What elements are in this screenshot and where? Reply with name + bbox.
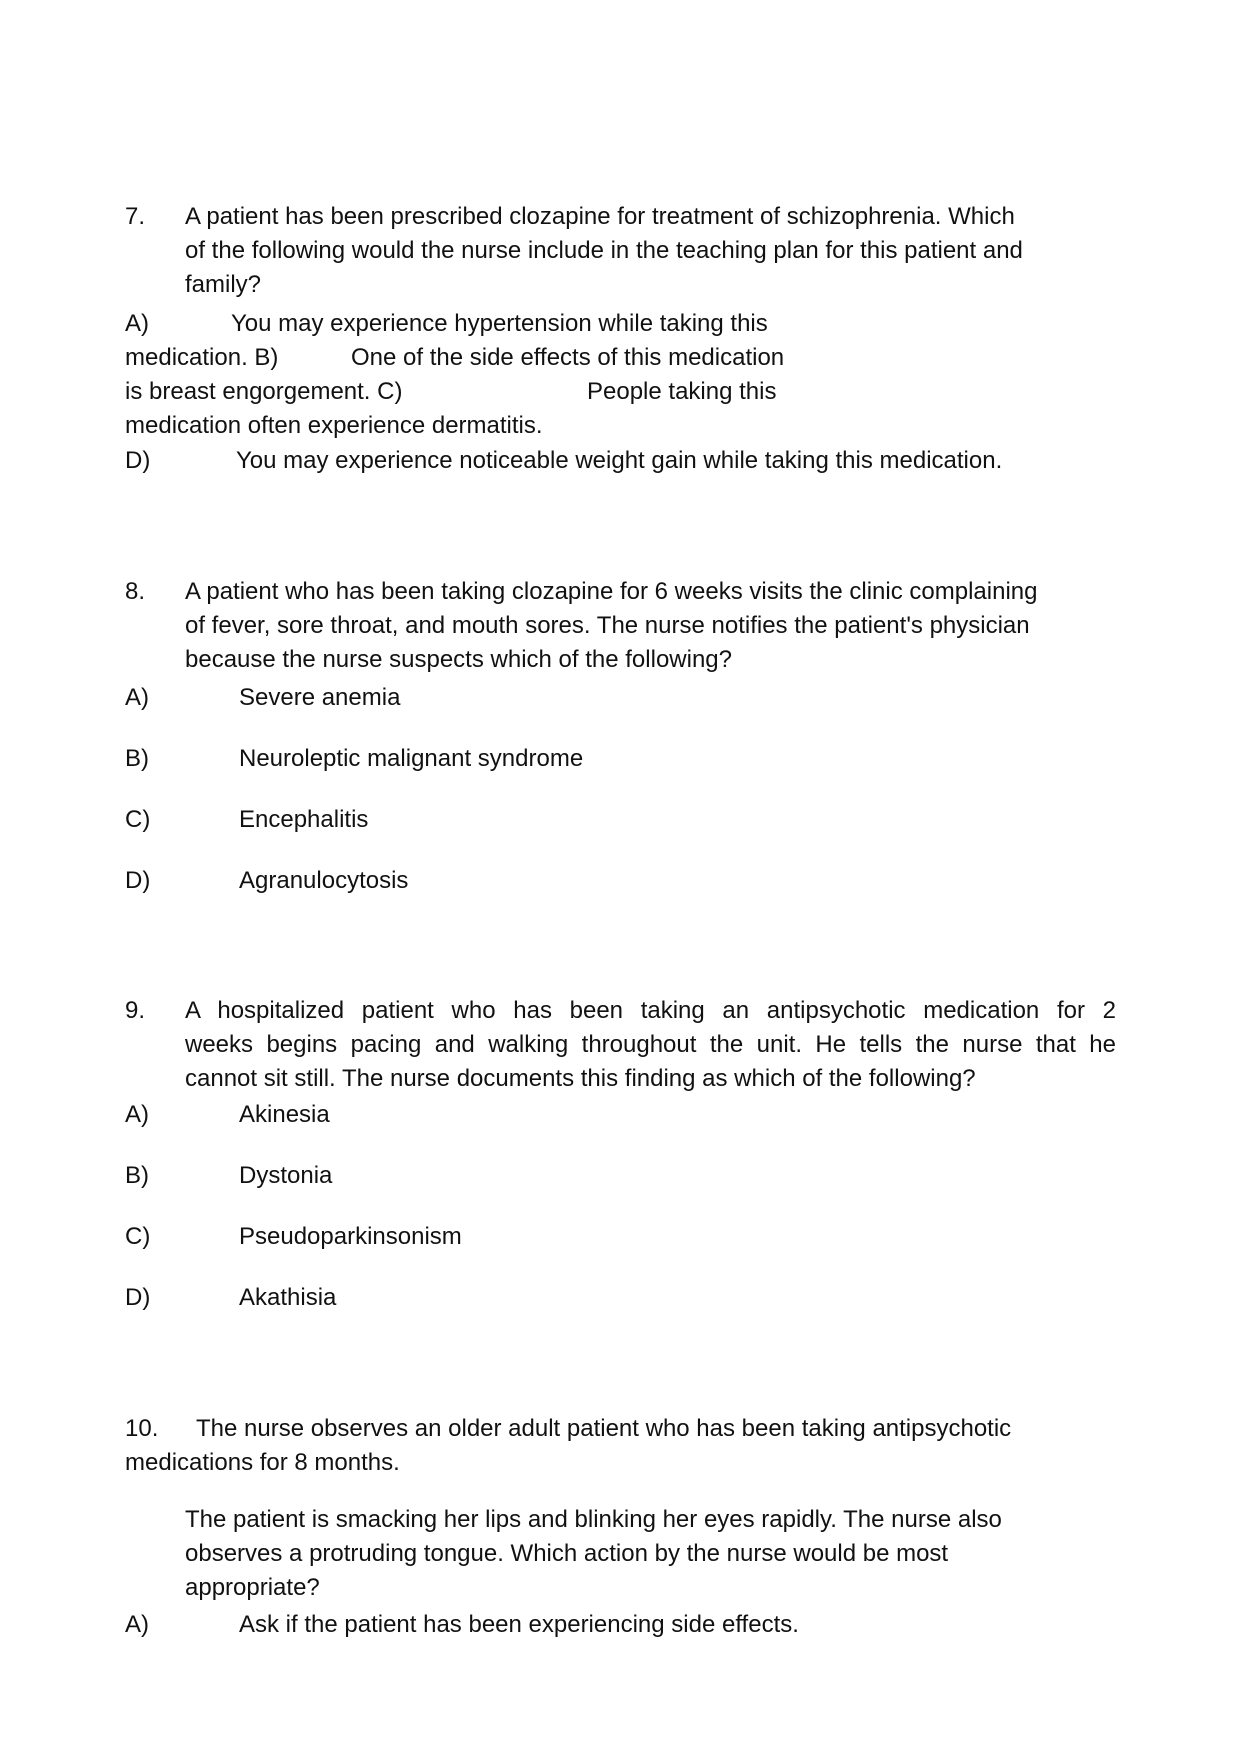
option-text: Severe anemia	[239, 684, 401, 711]
option-text: Agranulocytosis	[239, 867, 409, 894]
option-text: Neuroleptic malignant syndrome	[239, 745, 584, 772]
option-line-part: A)	[125, 310, 149, 337]
option-line-part: You may experience hypertension while taking this	[231, 310, 768, 337]
stem-line: observes a protruding tongue. Which action by the nurse would be most	[185, 1540, 949, 1567]
option-line-part: is breast engorgement. C)	[125, 378, 403, 405]
stem-line: because the nurse suspects which of the following?	[185, 646, 732, 673]
option-text: Pseudoparkinsonism	[239, 1223, 462, 1250]
option-letter: D)	[125, 867, 151, 894]
option-letter: A)	[125, 1611, 149, 1638]
stem-line: A hospitalized patient who has been taking an antipsychotic medication for 2	[185, 997, 1116, 1024]
option-letter: B)	[125, 1162, 149, 1189]
stem-line: family?	[185, 271, 262, 298]
stem-line: A patient has been prescribed clozapine for treatment of schizophrenia. Which	[185, 203, 1015, 230]
option-text: Encephalitis	[239, 806, 369, 833]
option-letter: A)	[125, 1101, 149, 1128]
option-letter: C)	[125, 1223, 151, 1250]
option-text: Akinesia	[239, 1101, 330, 1128]
stem-line: A patient who has been taking clozapine for 6 weeks visits the clinic complaining	[185, 578, 1038, 605]
option-line-part: One of the side effects of this medication	[351, 344, 785, 371]
stem-line: medications for 8 months.	[125, 1449, 400, 1476]
option-text: Ask if the patient has been experiencing side effects.	[239, 1611, 799, 1638]
option-letter: B)	[125, 745, 149, 772]
stem-line: of fever, sore throat, and mouth sores. The nurse notifies the patient's physician	[185, 612, 1030, 639]
option-line-part: People taking this	[587, 378, 777, 405]
stem-line: The patient is smacking her lips and blinking her eyes rapidly. The nurse also	[185, 1506, 1002, 1533]
option-text: You may experience noticeable weight gain while taking this medication.	[236, 447, 1003, 474]
stem-line: The nurse observes an older adult patient who has been taking antipsychotic	[196, 1415, 1012, 1442]
option-line-part: medication. B)	[125, 344, 279, 371]
question-number: 9.	[125, 997, 146, 1024]
option-text: Akathisia	[239, 1284, 337, 1311]
question-number: 10.	[125, 1415, 159, 1442]
option-letter: D)	[125, 1284, 151, 1311]
stem-line: appropriate?	[185, 1574, 320, 1601]
stem-line: cannot sit still. The nurse documents this finding as which of the following?	[185, 1065, 976, 1092]
stem-line: of the following would the nurse include in the teaching plan for this patient and	[185, 237, 1023, 264]
option-line-part: medication often experience dermatitis.	[125, 412, 543, 439]
option-letter: C)	[125, 806, 151, 833]
option-letter: A)	[125, 684, 149, 711]
option-letter: D)	[125, 447, 151, 474]
question-number: 8.	[125, 578, 146, 605]
option-text: Dystonia	[239, 1162, 333, 1189]
stem-line: weeks begins pacing and walking throughout the unit. He tells the nurse that he	[185, 1031, 1116, 1058]
question-number: 7.	[125, 203, 146, 230]
